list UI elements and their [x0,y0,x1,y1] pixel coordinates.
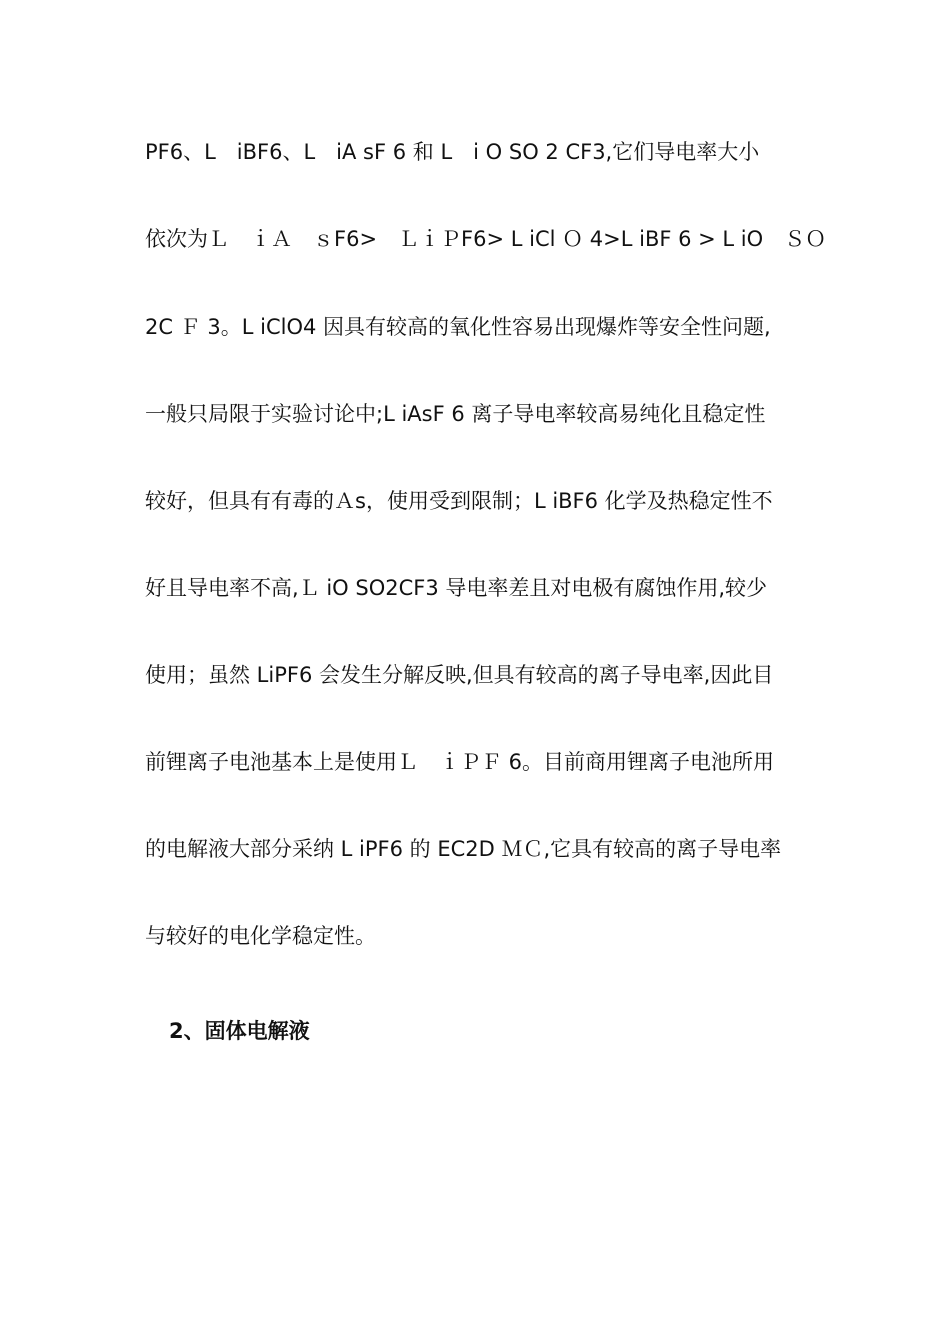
section-heading: 2、固体电解液 [169,1019,310,1043]
paragraph-line-3: 2C Ｆ 3。L iClO4 因具有较高的氧化性容易出现爆炸等安全性问题, [145,315,771,339]
paragraph-line-6: 好且导电率不高,Ｌ iO SO2CF3 导电率差且对电极有腐蚀作用,较少 [145,576,768,600]
paragraph-line-4: 一般只局限于实验讨论中;L iAsF 6 离子导电率较高易纯化且稳定性 [145,402,766,426]
paragraph-line-5: 较好，但具有有毒的Ａs，使用受到限制；L iBF6 化学及热稳定性不 [145,489,773,513]
paragraph-line-7: 使用；虽然 LiPF6 会发生分解反映,但具有较高的离子导电率,因此目 [145,663,774,687]
paragraph-line-9: 的电解液大部分采纳 L iPF6 的 EC2D ＭＣ,它具有较高的离子导电率 [145,837,782,861]
paragraph-line-10: 与较好的电化学稳定性。 [145,924,376,948]
paragraph-line-2: 依次为Ｌ ｉＡ ｓF6> ＬｉＰF6> L iCl Ｏ 4>L iBF 6 > L iO ＳＯ [145,227,827,251]
paragraph-line-1: PF6、L iBF6、L iA sF 6 和 L i O SO 2 CF3,它们导电率大小 [145,140,760,164]
paragraph-line-8: 前锂离子电池基本上是使用Ｌ ｉＰＦ 6。目前商用锂离子电池所用 [145,750,775,774]
